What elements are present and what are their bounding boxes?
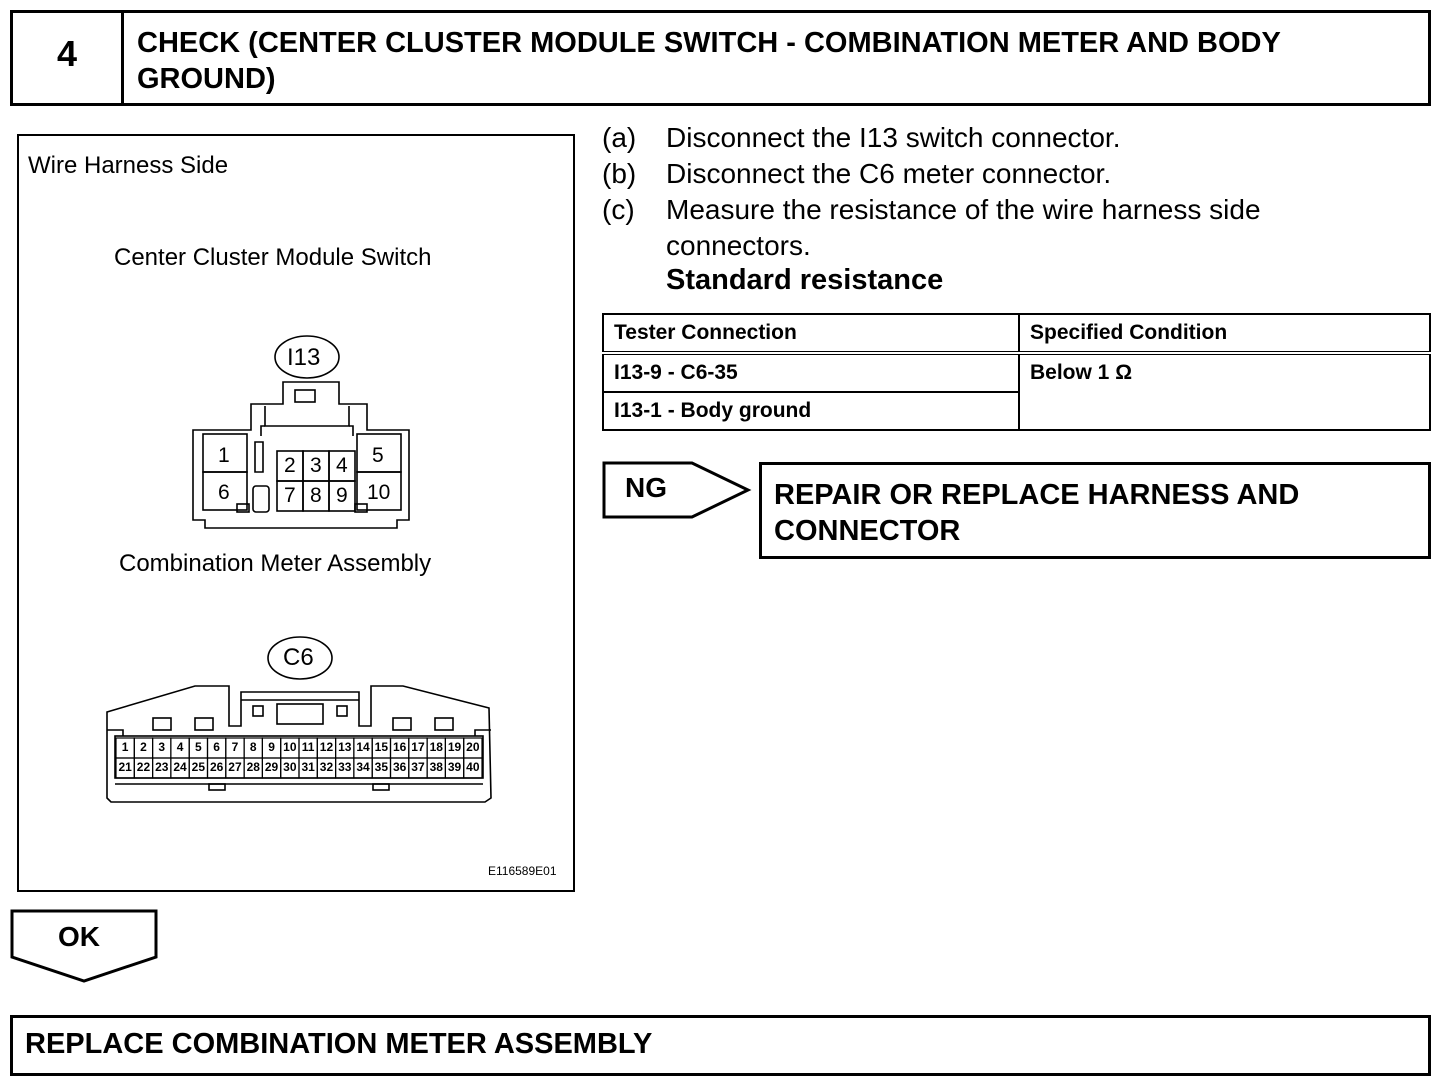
c6-pin-number: 5 xyxy=(194,740,202,754)
c6-pin-number: 24 xyxy=(173,760,187,774)
c6-pin-number: 36 xyxy=(392,760,407,774)
c6-lock-tab xyxy=(277,704,323,724)
c6-pin-number: 18 xyxy=(429,740,443,754)
c6-pin-number: 8 xyxy=(249,740,257,754)
c6-pin-number: 1 xyxy=(121,740,129,754)
instruction-a-text: Disconnect the I13 switch connector. xyxy=(666,122,1121,153)
c6-pin-number: 10 xyxy=(283,740,297,754)
c6-pin-number: 38 xyxy=(429,760,443,774)
instruction-a-letter: (a) xyxy=(602,122,637,153)
c6-pin-number: 27 xyxy=(228,760,242,774)
table-row xyxy=(603,353,1430,392)
i13-pin-1: 1 xyxy=(218,444,230,467)
instruction-b-letter: (b) xyxy=(602,158,637,189)
connector-diagrams xyxy=(19,136,575,892)
i13-lock-tab xyxy=(295,390,315,402)
c6-pin-number: 11 xyxy=(301,740,315,754)
meter-connector-name: Combination Meter Assembly xyxy=(119,550,432,577)
c6-pin-number: 34 xyxy=(356,760,370,774)
ok-label: OK xyxy=(58,921,100,952)
c6-pin-number: 33 xyxy=(338,760,352,774)
final-action-box xyxy=(10,1015,1431,1076)
c6-pin-number: 23 xyxy=(155,760,169,774)
c6-pin-number: 12 xyxy=(319,740,334,754)
c6-pin-number: 39 xyxy=(447,760,462,774)
table-cell-connection-1: I13-9 - C6-35 xyxy=(603,353,1019,392)
final-action-text: REPLACE COMBINATION METER ASSEMBLY xyxy=(25,1028,653,1060)
step-header xyxy=(10,10,1431,106)
i13-pin-6: 6 xyxy=(218,481,230,504)
instruction-c-text-line1: Measure the resistance of the wire harness side xyxy=(666,194,1261,225)
connector-figure xyxy=(17,134,575,892)
c6-pin-number: 35 xyxy=(374,760,389,774)
c6-pin-number: 32 xyxy=(319,760,334,774)
instruction-c-text-line2: connectors. xyxy=(666,230,811,261)
c6-pin-number: 21 xyxy=(118,760,132,774)
instruction-b xyxy=(602,156,1422,192)
c6-pin-number: 31 xyxy=(301,760,315,774)
c6-pin-number: 25 xyxy=(191,760,206,774)
step-title: CHECK (CENTER CLUSTER MODULE SWITCH - COMBINATION METER AND BODY GROUND) xyxy=(137,27,1281,95)
c6-pin-number: 9 xyxy=(268,740,275,754)
i13-pin-7: 7 xyxy=(284,484,296,507)
table-header-specified-condition: Specified Condition xyxy=(1019,314,1430,353)
c6-pin-number: 16 xyxy=(392,740,407,754)
i13-pin-2: 2 xyxy=(284,454,296,477)
c6-pin-number: 20 xyxy=(466,740,480,754)
c6-pin-number: 2 xyxy=(140,740,147,754)
i13-pin-9: 9 xyxy=(336,484,348,507)
instruction-c xyxy=(602,192,1422,264)
table-cell-connection-2: I13-1 - Body ground xyxy=(603,392,1019,430)
i13-pin-4: 4 xyxy=(336,454,348,477)
c6-pin-number: 37 xyxy=(411,760,425,774)
wire-harness-side-label: Wire Harness Side xyxy=(28,152,229,179)
c6-connector-id: C6 xyxy=(283,644,314,671)
c6-pin-number: 19 xyxy=(447,740,462,754)
ng-result-text: REPAIR OR REPLACE HARNESS AND CONNECTOR xyxy=(774,479,1300,547)
table-cell-condition: Below 1 Ω xyxy=(1019,353,1430,430)
ng-result-box xyxy=(759,462,1431,559)
c6-pin-number: 4 xyxy=(176,740,184,754)
instruction-c-letter: (c) xyxy=(602,194,635,225)
i13-pin-5: 5 xyxy=(372,444,384,467)
i13-pin-10: 10 xyxy=(367,481,391,504)
step-number: 4 xyxy=(13,13,124,103)
c6-pin-number: 15 xyxy=(374,740,389,754)
i13-pin-3: 3 xyxy=(310,454,322,477)
c6-pin-number: 14 xyxy=(356,740,370,754)
i13-connector-id: I13 xyxy=(287,344,321,371)
switch-connector-name: Center Cluster Module Switch xyxy=(114,244,432,271)
table-header-tester-connection: Tester Connection xyxy=(603,314,1019,353)
i13-pin-8: 8 xyxy=(310,484,322,507)
c6-pin-number: 3 xyxy=(158,740,166,754)
c6-pin-number: 6 xyxy=(213,740,220,754)
spec-table xyxy=(602,313,1431,431)
c6-pin-number: 7 xyxy=(231,740,239,754)
figure-code: E116589E01 xyxy=(488,864,557,878)
c6-pin-number: 28 xyxy=(246,760,260,774)
c6-pin-number: 26 xyxy=(209,760,224,774)
standard-resistance-heading: Standard resistance xyxy=(666,264,944,296)
c6-pin-number: 22 xyxy=(136,760,151,774)
c6-pin-number: 29 xyxy=(264,760,279,774)
c6-pin-number: 30 xyxy=(283,760,297,774)
c6-pin-number: 40 xyxy=(466,760,480,774)
instruction-b-text: Disconnect the C6 meter connector. xyxy=(666,158,1112,189)
ng-label: NG xyxy=(625,472,667,503)
c6-pin-number: 17 xyxy=(411,740,425,754)
c6-pin-number: 13 xyxy=(338,740,352,754)
instruction-a xyxy=(602,120,1422,156)
table-header-row xyxy=(603,314,1430,353)
